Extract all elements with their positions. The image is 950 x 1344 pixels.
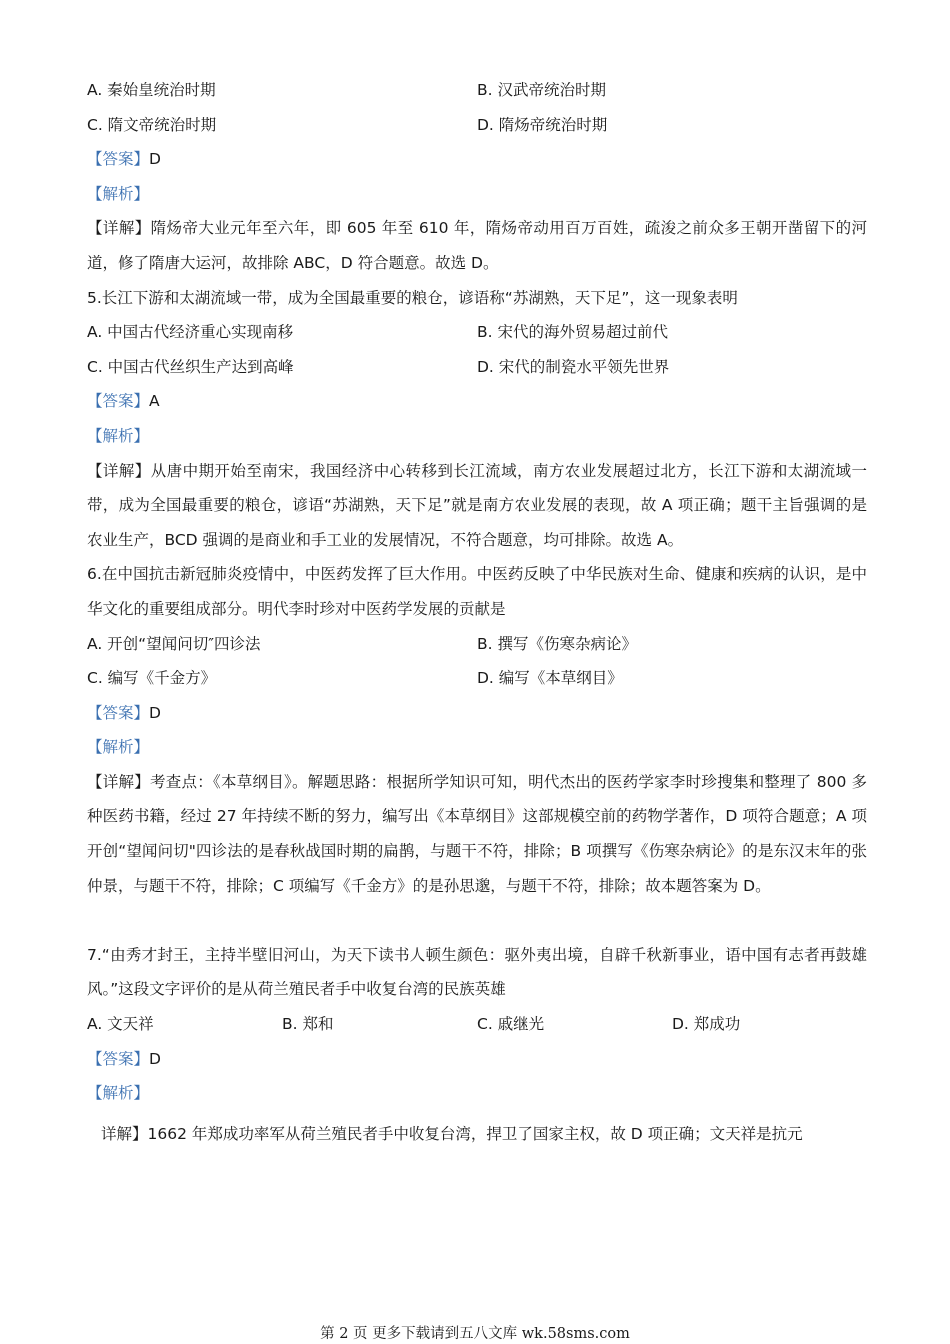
spacer (87, 903, 867, 938)
answer-tag: 【答案】 (87, 703, 150, 722)
detail-text: 从唐中期开始至南宋，我国经济中心转移到长江流域，南方农业发展超过北方，长江下游和太湖流域一带，成为全国最重要的粮仓，谚语“苏湖熟，天下足”就是南方农业发展的表现，故 A 项正确；题干主旨强调的是农业生产，BCD 强调的是商业和手工业的发展情况，不符合题意，均可排除。故选 A。 (87, 461, 867, 549)
q6-options-row-2 (87, 661, 867, 696)
q5-analysis-tag: 【解析】 (87, 426, 150, 445)
detail-text: 考查点：《本草纲目》。解题思路：根据所学知识可知，明代杰出的医药学家李时珍搜集和整理了 800 多种医药书籍，经过 27 年持续不断的努力，编写出《本草纲目》这部规模空前的药物学著作，D 项符合题意；A 项开创“望闻问切"四诊法的是春秋战国时期的扁鹊，与题干不符，排除；B 项撰写《伤寒杂病论》的是东汉末年的张仲景，与题干不符，排除；C 项编写《千金方》的是孙思邈，与题干不符，排除；故本题答案为 D。 (87, 772, 867, 895)
q7-option-d: D. 郑成功 (672, 1015, 741, 1034)
q4-option-d: D. 隋炀帝统治时期 (477, 115, 608, 134)
answer-value: A (149, 392, 160, 411)
q6-stem: 6.在中国抗击新冠肺炎疫情中，中医药发挥了巨大作用。中医药反映了中华民族对生命、健康和疾病的认识，是中华文化的重要组成部分。明代李时珍对中医药学发展的贡献是 (87, 565, 867, 618)
answer-value: D (149, 150, 161, 169)
q7-stem: 7.“由秀才封王，主持半壁旧河山，为天下读书人顿生颜色：驱外夷出境，自辟千秋新事业，语中国有志者再鼓雄风。”这段文字评价的是从荷兰殖民者手中收复台湾的民族英雄 (87, 945, 867, 999)
q5-stem: 5.长江下游和太湖流域一带，成为全国最重要的粮仓，谚语称“苏湖熟，天下足”，这一现象表明 (87, 288, 738, 307)
q5-option-c: C. 中国古代丝织生产达到高峰 (87, 357, 294, 376)
q7-options-row (87, 1007, 867, 1042)
q4-analysis-tag: 【解析】 (87, 184, 150, 203)
answer-tag: 【答案】 (87, 1049, 150, 1068)
document-page (87, 73, 867, 1151)
q5-options-row-2 (87, 350, 867, 385)
answer-tag: 【答案】 (87, 392, 150, 411)
q6-detail (87, 765, 867, 903)
answer-value: D (149, 703, 161, 722)
q4-option-a: A. 秦始皇统治时期 (87, 81, 216, 99)
q4-detail (87, 211, 867, 280)
q5-answer (87, 384, 867, 419)
q6-analysis-tag: 【解析】 (87, 738, 150, 757)
q4-answer (87, 142, 867, 177)
page-footer: 第 2 页 更多下载请到五八文库 wk.58sms.com (320, 1326, 630, 1342)
q7-option-b: B. 郑和 (282, 1015, 334, 1034)
q7-detail: 详解】1662 年郑成功率军从荷兰殖民者手中收复台湾，捍卫了国家主权，故 D 项正确；文天祥是抗元 (101, 1124, 803, 1143)
answer-tag: 【答案】 (87, 150, 150, 169)
q4-options-row-1 (87, 73, 867, 108)
detail-text: 隋炀帝大业元年至六年，即 605 年至 610 年，隋炀帝动用百万百姓，疏浚之前众多王朝开凿留下的河道，修了隋唐大运河，故排除 ABC，D 符合题意。故选 D。 (87, 219, 867, 272)
q4-option-b: B. 汉武帝统治时期 (477, 81, 606, 99)
q6-answer (87, 696, 867, 731)
q7-option-a: A. 文天祥 (87, 1015, 154, 1034)
q5-option-a: A. 中国古代经济重心实现南移 (87, 323, 294, 342)
q6-option-b: B. 撰写《伤寒杂病论》 (477, 634, 637, 653)
detail-tag: 【详解】 (87, 461, 151, 480)
q5-option-b: B. 宋代的海外贸易超过前代 (477, 323, 668, 342)
q7-analysis-tag: 【解析】 (87, 1084, 150, 1103)
q7-answer (87, 1042, 867, 1077)
detail-tag: 【详解】 (87, 219, 151, 238)
q4-option-c: C. 隋文帝统治时期 (87, 115, 217, 134)
q5-option-d: D. 宋代的制瓷水平领先世界 (477, 357, 670, 376)
q7-option-c: C. 戚继光 (477, 1015, 545, 1034)
detail-tag: 【详解】 (87, 772, 150, 791)
q6-options-row-1 (87, 627, 867, 662)
q6-option-a: A. 开创“望闻问切″四诊法 (87, 634, 261, 653)
q6-option-c: C. 编写《千金方》 (87, 669, 217, 688)
q5-options-row-1 (87, 315, 867, 350)
answer-value: D (149, 1049, 161, 1068)
q6-option-d: D. 编写《本草纲目》 (477, 669, 623, 688)
q5-detail (87, 454, 867, 558)
q4-options-row-2 (87, 108, 867, 143)
